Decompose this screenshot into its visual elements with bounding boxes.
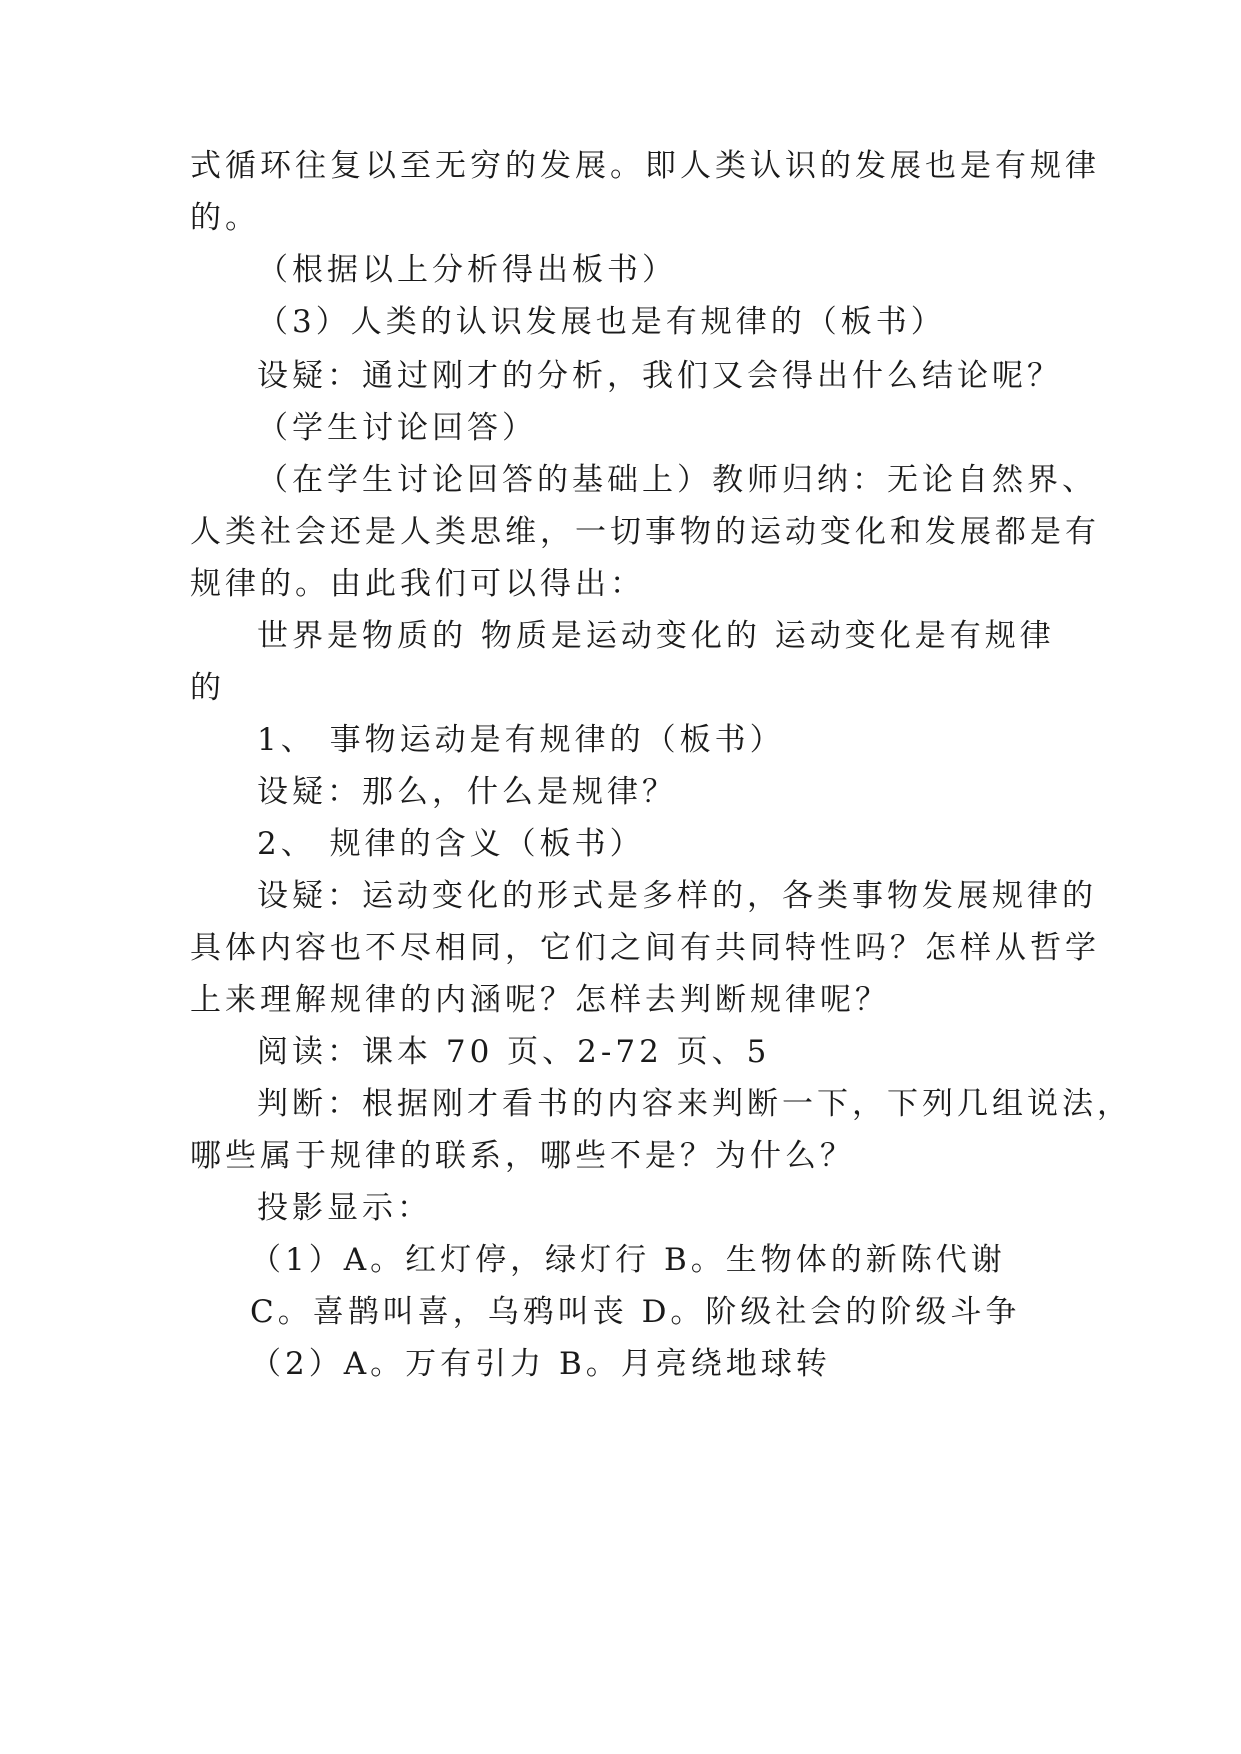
text-line: （2）A。万有引力 B。月亮绕地球转 <box>250 1346 831 1382</box>
text-line: 上来理解规律的内涵呢？怎样去判断规律呢？ <box>190 982 890 1018</box>
text-line: 的。 <box>190 200 260 236</box>
text-line: （在学生讨论回答的基础上）教师归纳：无论自然界、 <box>257 462 1097 498</box>
text-line: C。喜鹊叫喜，乌鸦叫丧 D。阶级社会的阶级斗争 <box>250 1294 1021 1330</box>
text-line: 2、 规律的含义（板书） <box>257 826 645 862</box>
text-line: 世界是物质的 物质是运动变化的 运动变化是有规律 <box>257 618 1055 654</box>
text-line: 哪些属于规律的联系，哪些不是？为什么？ <box>190 1138 855 1174</box>
text-line: （根据以上分析得出板书） <box>257 252 677 288</box>
text-line: 1、 事物运动是有规律的（板书） <box>257 722 785 758</box>
text-line: （3）人类的认识发展也是有规律的（板书） <box>257 304 946 340</box>
text-line: 设疑：通过刚才的分析，我们又会得出什么结论呢？ <box>257 358 1062 394</box>
text-line: 的 <box>190 670 225 706</box>
text-line: 规律的。由此我们可以得出： <box>190 566 645 602</box>
text-line: 投影显示： <box>257 1190 432 1226</box>
text-line: 式循环往复以至无穷的发展。即人类认识的发展也是有规律 <box>190 148 1100 184</box>
text-line: 设疑：那么，什么是规律？ <box>257 774 677 810</box>
text-line: 设疑：运动变化的形式是多样的，各类事物发展规律的 <box>257 878 1097 914</box>
text-line: 阅读：课本 70 页、2-72 页、5 <box>257 1034 771 1070</box>
text-line: （学生讨论回答） <box>257 410 537 446</box>
text-line: 具体内容也不尽相同，它们之间有共同特性吗？怎样从哲学 <box>190 930 1100 966</box>
text-line: 判断：根据刚才看书的内容来判断一下，下列几组说法， <box>257 1086 1132 1122</box>
text-line: （1）A。红灯停，绿灯行 B。生物体的新陈代谢 <box>250 1242 1006 1278</box>
text-line: 人类社会还是人类思维，一切事物的运动变化和发展都是有 <box>190 514 1100 550</box>
